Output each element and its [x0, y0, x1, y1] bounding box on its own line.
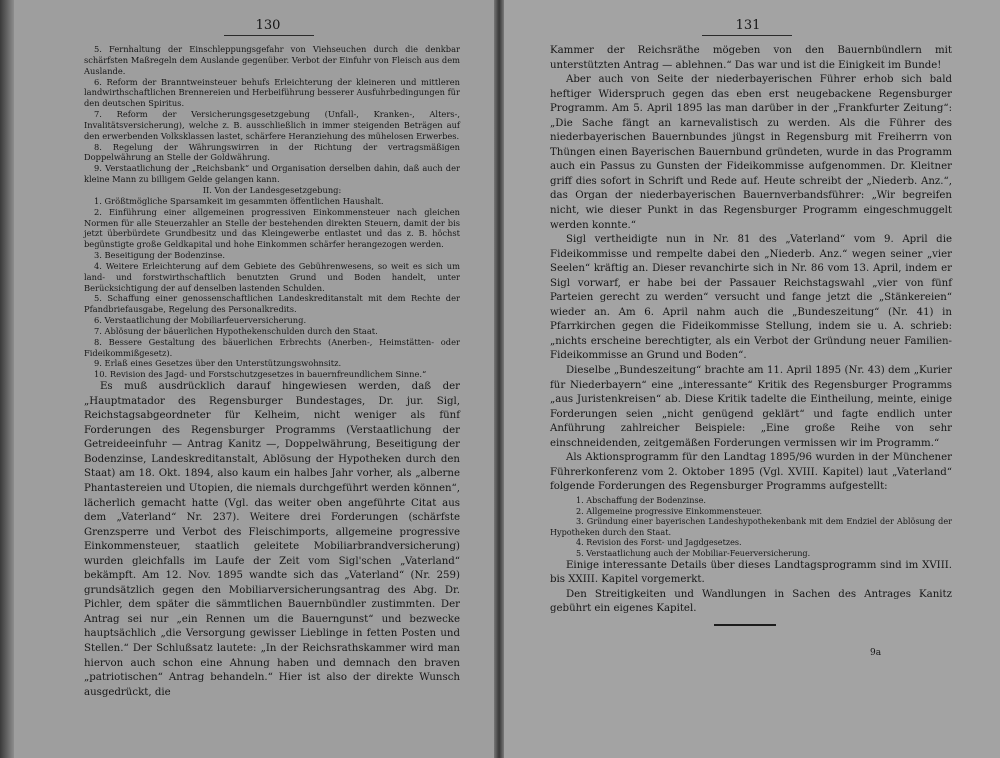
- body-text-end: [550, 559, 952, 617]
- list-item: 10. Revision des Jagd- und Forstschutzgesetzes in bauernfreundlichem Sinne.“: [94, 369, 427, 380]
- demands-list: [84, 44, 460, 380]
- list-item: 9. Verstaatlichung der „Reichsbank“ und Organisation derselben dahin, daß auch der kleine Mann zu billigem Gelde gelangen kann.: [84, 163, 460, 185]
- left-text-column: [84, 44, 460, 700]
- list-item: 5. Verstaatlichung auch der Mobiliar-Feuerversicherung.: [576, 547, 811, 558]
- list-item: 6. Reform der Branntweinsteuer behufs Erleichterung der kleineren und mittleren landwirthschaftlichen Brennereien und Herbeiführung besserer Ausfuhrbedingungen für den deutschen Spiritus.: [84, 76, 460, 109]
- paragraph: Es muß ausdrücklich darauf hingewiesen werden, daß der „Hauptmatador des Regensburger Bundestages, Dr. jur. Sigl, Reichstagsabgeordneter für Kelheim, nicht weniger als fünf Forderungen des Regensburger Programms (Verstaatlichung der Getreideeinfuhr — Antrag Kanitz —, Doppelwährung, Beseitigung der Bodenzinse, Landeskreditanstalt, Ablösung der Hypotheken durch den Staat) am 18. Okt. 1894, also kaum ein halbes Jahr vorher, als „alberne Phantastereien und Utopien, die niemals durchgeführt werden können“, lächerlich gemacht hatte (Vgl. das weiter oben angeführte Citat aus dem „Vaterland“ Nr. 237). Weitere drei Forderungen (schärfste Grenzsperre und Verbot des Fleischimports, allgemeine progressive Einkommensteuer, staatlich geleitete Mobiliarbrandversicherung) wurden gleichfalls im Laufe der Zeit vom Sigl'schen „Vaterland“ bekämpft. Am 12. Nov. 1895 wandte sich das „Vaterland“ (Nr. 259) grundsätzlich gegen den Mobiliarversicherungsantrag des Abg. Dr. Pichler, dem später die sämmtlichen Bauernbündler zustimmten. Der Antrag sei nur „ein Rennen um die Bauerngunst“ und bezwecke hauptsächlich „die Versorgung gewisser Lieblinge in fetten Posten und Stellen.“ Der Schlußsatz lautete: „In der Reichsrathskammer wird man hiervon auch schon eine Ahnung haben und demnach den braven „patriotischen“ Antrag behandeln.“ Hier ist also der direkte Wunsch ausgedrückt, die: [84, 381, 460, 698]
- paragraph: Aber auch von Seite der niederbayerischen Führer erhob sich bald heftiger Widerspruch gegen das eben erst neugebackene Regensburger Programm. Am 5. April 1895 las man darüber in der „Frankfurter Zeitung“: „Die Sache fängt an karnevalistisch zu werden. Als die Führer des niederbayerischen Bauernbundes jüngst in Regensburg mit Freiherrn von Thüngen einen Bayerischen Bauernbund gründeten, wurde in das Programm auch ein Passus zu Gunsten der Fideikommisse aufgenommen. Dr. Kleitner griff dies sofort in Schrift und Rede auf. Heute schreibt der „Niederb. Anz.“, das Organ der niederbayerischen Bauernverbandsführer: „Wir begreifen nicht, wie dieser Punkt in das Regensburger Programm eingeschmuggelt werden konnte.“: [550, 74, 952, 231]
- body-text: [550, 44, 952, 495]
- list-item: 5. Fernhaltung der Einschleppungsgefahr von Viehseuchen durch die denkbar schärfsten Maßregeln dem Auslande gegenüber. Verbot der Einfuhr von Fleisch aus dem Auslande.: [84, 44, 460, 76]
- list-item: 3. Gründung einer bayerischen Landeshypothekenbank mit dem Endziel der Ablösung der Hypotheken durch den Staat.: [550, 516, 952, 537]
- paragraph: Sigl vertheidigte nun in Nr. 81 des „Vaterland“ vom 9. April die Fideikommisse und rempelte dabei den „Niederb. Anz.“ wegen seiner „vier Seelen“ kräftig an. Dieser revanchirte sich in Nr. 86 vom 13. April, indem er Sigl vorwarf, er habe bei der Passauer Reichstagswahl „vier von fünf Parteien gerecht zu werden“ versucht und fange jetzt die „Stänkereien“ wieder an. Am 6. April nahm auch die „Bundeszeitung“ (Nr. 41) in Pfarrkirchen gegen die Fideikommisse Stellung, indem sie u. A. schrieb: „nichts erscheine berechtigter, als ein Verbot der Gründung neuer Familien-Fideikommisse an Grund und Boden“.: [550, 234, 952, 362]
- page-edge-shadow: [0, 0, 14, 758]
- list-item: 3. Beseitigung der Bodenzinse.: [94, 250, 225, 261]
- header-rule: [224, 35, 314, 36]
- paragraph: Als Aktionsprogramm für den Landtag 1895/96 wurden in der Münchener Führerkonferenz vom 2. Oktober 1895 (Vgl. XVIII. Kapitel) laut „Vaterland“ folgende Forderungen des Regensburger Programms aufgestellt:: [550, 452, 952, 493]
- right-page: [504, 0, 1000, 758]
- list-item: 8. Regelung der Währungswirren in der Richtung der vertragsmäßigen Doppelwährung an Stelle der Goldwährung.: [84, 141, 460, 163]
- left-page: [0, 0, 494, 758]
- list-item: 1. Größtmögliche Sparsamkeit im gesammten öffentlichen Haushalt.: [94, 195, 384, 206]
- list-item: 4. Revision des Forst- und Jagdgesetzes.: [576, 537, 742, 548]
- body-text: [84, 380, 460, 700]
- action-program-list: [550, 495, 952, 559]
- section-end-rule: [714, 624, 776, 626]
- signature-mark: 9a: [870, 648, 882, 658]
- right-text-column: [550, 44, 952, 617]
- list-item: 1. Abschaffung der Bodenzinse.: [576, 494, 706, 505]
- list-item: 6. Verstaatlichung der Mobiliarfeuerversicherung.: [94, 315, 307, 326]
- page-number: 131: [735, 18, 761, 33]
- paragraph: Den Streitigkeiten und Wandlungen in Sachen des Antrages Kanitz gebührt ein eigenes Kapitel.: [550, 588, 952, 615]
- list-item: 4. Weitere Erleichterung auf dem Gebiete des Gebührenwesens, so weit es sich um land- und forstwirthschaftlich benutzten Grund und Boden handelt, unter Berücksichtigung der auf denselben lastenden Schulden.: [84, 260, 460, 293]
- list-item: 7. Ablösung der bäuerlichen Hypothekenschulden durch den Staat.: [94, 325, 378, 336]
- book-gutter: [494, 0, 504, 758]
- paragraph: Einige interessante Details über dieses Landtagsprogramm sind im XVIII. bis XXIII. Kapitel vorgemerkt.: [550, 559, 952, 586]
- paragraph: Kammer der Reichsräthe mögeben von den Bauernbündlern mit unterstützten Antrag — ablehnen.“ Das war und ist die Einigkeit im Bunde!: [550, 45, 952, 71]
- list-item: 9. Erlaß eines Gesetzes über den Unterstützungswohnsitz.: [94, 358, 342, 369]
- list-item: II. Von der Landesgesetzgebung:: [202, 184, 342, 195]
- list-item: 2. Einführung einer allgemeinen progressiven Einkommensteuer nach gleichen Normen für alle Steuerzahler an Stelle der bestehenden direkten Steuern, damit der bis jetzt überbürdete Grundbesitz und das Kleingewerbe entlastet und das z. B. höchst begünstigte große Geldkapital und hohe Einkommen schärfer herangezogen werden.: [84, 206, 460, 250]
- page-number: 130: [255, 18, 281, 33]
- list-item: 5. Schaffung einer genossenschaftlichen Landeskreditanstalt mit dem Rechte der Pfandbriefausgabe, Regelung des Personalkredits.: [84, 293, 460, 315]
- header-rule: [702, 35, 792, 36]
- list-item: 7. Reform der Versicherungsgesetzgebung (Unfall-, Kranken-, Alters-, Invalitätsversicherung), welche z. B. ausschließlich in immer steigenden Beträgen auf den erwerbenden Volksklassen lastet, schärfere Heranziehung des mühelosen Erwerbes.: [84, 109, 460, 141]
- paragraph: Dieselbe „Bundeszeitung“ brachte am 11. April 1895 (Nr. 43) dem „Kurier für Niederbayern“ eine „interessante“ Kritik des Regensburger Programms „aus Juristenkreisen“ ab. Diese Kritik tadelte die Eintheilung, meinte, einige Forderungen seien „nicht genügend geklärt“ und fagte endlich unter Anführung zahlreicher Beispiele: „Eine große Reihe von sehr einschneidenden, zeitgemäßen Forderungen vermissen wir im Programm.“: [550, 365, 952, 449]
- list-item: 8. Bessere Gestaltung des bäuerlichen Erbrechts (Anerben-, Heimstätten- oder Fideikommißgesetz).: [84, 336, 460, 358]
- list-item: 2. Allgemeine progressive Einkommensteuer.: [576, 505, 763, 516]
